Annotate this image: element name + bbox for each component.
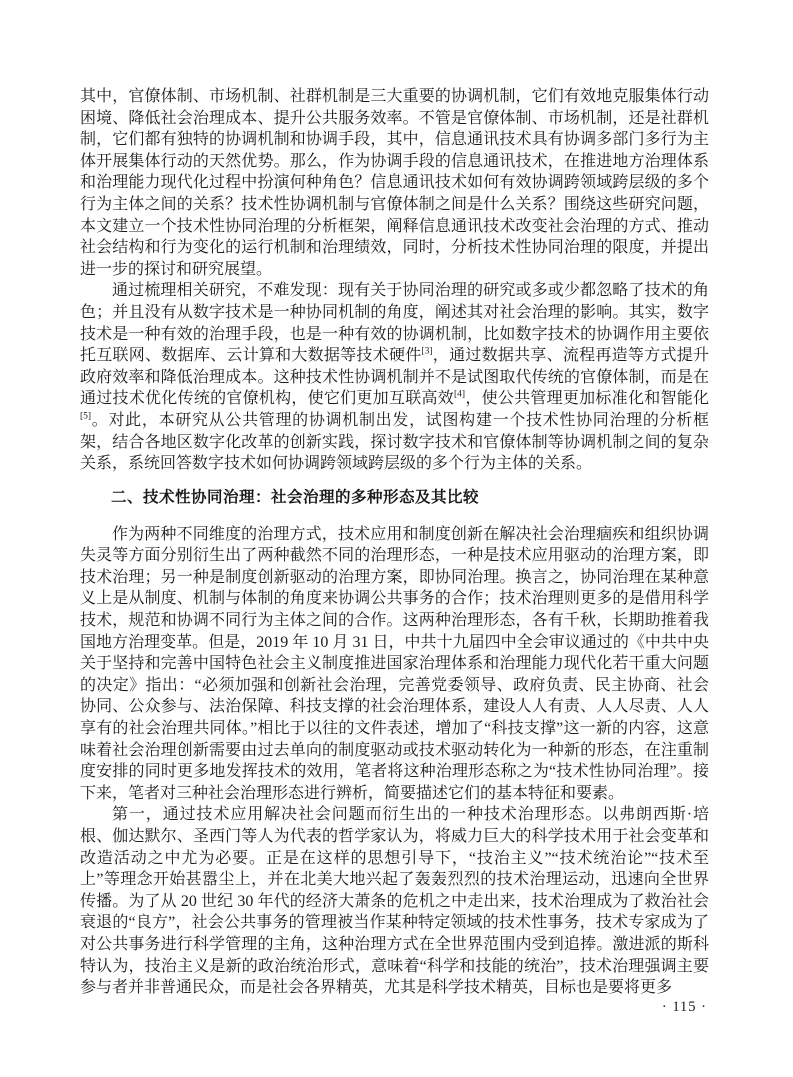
footnote-reference: [3]	[421, 346, 433, 357]
body-paragraph: 通过梳理相关研究，不难发现：现有关于协同治理的研究或多或少都忽略了技术的角色；并且没有从数字技术是一种协同机制的角度，阐述其对社会治理的影响。其实，数字技术是一种有效的治理手段，也是一种有效的协调机制，比如数字技术的协调作用主要依托互联网、数据库、云计算和大数据等技术硬件[3]，通过数据共享、流程再造等方式提升政府效率和降低治理成本。这种技术性协调机制并不是试图取代传统的官僚体制，而是在通过技术优化传统的官僚机构，使它们更加互联高效[4]，使公共管理更加标准化和智能化[5]。对此，本研究从公共管理的协调机制出发，试图构建一个技术性协同治理的分析框架，结合各地区数字化改革的创新实践，探讨数字技术和官僚体制等协调机制之间的复杂关系，系统回答数字技术如何协调跨领域跨层级的多个行为主体的关系。	[80, 282, 709, 473]
article-body	[80, 86, 709, 999]
page-number: · 115 ·	[661, 999, 707, 1015]
footnote-reference: [4]	[454, 389, 466, 400]
body-paragraph: 第一，通过技术应用解决社会问题而衍生出的一种技术治理形态。以弗朗西斯·培根、伽达默尔、圣西门等人为代表的哲学家认为，将威力巨大的科学技术用于社会变革和改造活动之中尤为必要。正是在这样的思想引导下，“技治主义”“技术统治论”“技术至上”等理念开始甚嚣尘上，并在北美大地兴起了轰轰烈烈的技术治理运动，迅速向全世界传播。为了从 20 世纪 30 年代的经济大萧条的危机之中走出来，技术治理成为了救治社会衰退的“良方”，社会公共事务的管理被当作某种特定领域的技术性事务，技术专家成为了对公共事务进行科学管理的主角，这种治理方式在全世界范围内受到追捧。激进派的斯科特认为，技治主义是新的政治统治形式，意味着“科学和技能的统治”，技术治理强调主要参与者并非普通民众，而是社会各界精英，尤其是科学技术精英，目标也是要将更多	[80, 806, 709, 997]
body-paragraph: 其中，官僚体制、市场机制、社群机制是三大重要的协调机制，它们有效地克服集体行动困境、降低社会治理成本、提升公共服务效率。不管是官僚体制、市场机制，还是社群机制，它们都有独特的协调机制和协调手段，其中，信息通讯技术具有协调多部门多行为主体开展集体行动的天然优势。那么，作为协调手段的信息通讯技术，在推进地方治理体系和治理能力现代化过程中扮演何种角色？信息通讯技术如何有效协调跨领域跨层级的多个行为主体之间的关系？技术性协调机制与官僚体制之间是什么关系？围绕这些研究问题，本文建立一个技术性协同治理的分析框架，阐释信息通讯技术改变社会治理的方式、推动社会结构和行为变化的运行机制和治理绩效，同时，分析技术性协同治理的限度，并提出进一步的探讨和研究展望。	[80, 88, 709, 278]
body-paragraph: 作为两种不同维度的治理方式，技术应用和制度创新在解决社会治理痼疾和组织协调失灵等方面分别衍生出了两种截然不同的治理形态，一种是技术应用驱动的治理方案，即技术治理；另一种是制度创新驱动的治理方案，即协同治理。换言之，协同治理在某种意义上是从制度、机制与体制的角度来协调公共事务的合作；技术治理则更多的是借用科学技术，规范和协调不同行为主体之间的合作。这两种治理形态，各有千秋，长期助推着我国地方治理变革。但是，2019 年 10 月 31 日，中共十九届四中全会审议通过的《中共中央关于坚持和完善中国特色社会主义制度推进国家治理体系和治理能力现代化若干重大问题的决定》指出：“必须加强和创新社会治理，完善党委领导、政府负责、民主协商、社会协同、公众参与、法治保障、科技支撑的社会治理体系，建设人人有责、人人尽责、人人享有的社会治理共同体。”相比于以往的文件表述，增加了“科技支撑”这一新的内容，这意味着社会治理创新需要由过去单向的制度驱动或技术驱动转化为一种新的形态，在注重制度安排的同时更多地发挥技术的效用，笔者将这种治理形态称之为“技术性协同治理”。接下来，笔者对三种社会治理形态进行辨析，简要描述它们的基本特征和要素。	[80, 525, 709, 802]
footnote-reference: [5]	[80, 411, 92, 422]
section-heading: 二、技术性协同治理：社会治理的多种形态及其比较	[111, 488, 480, 506]
